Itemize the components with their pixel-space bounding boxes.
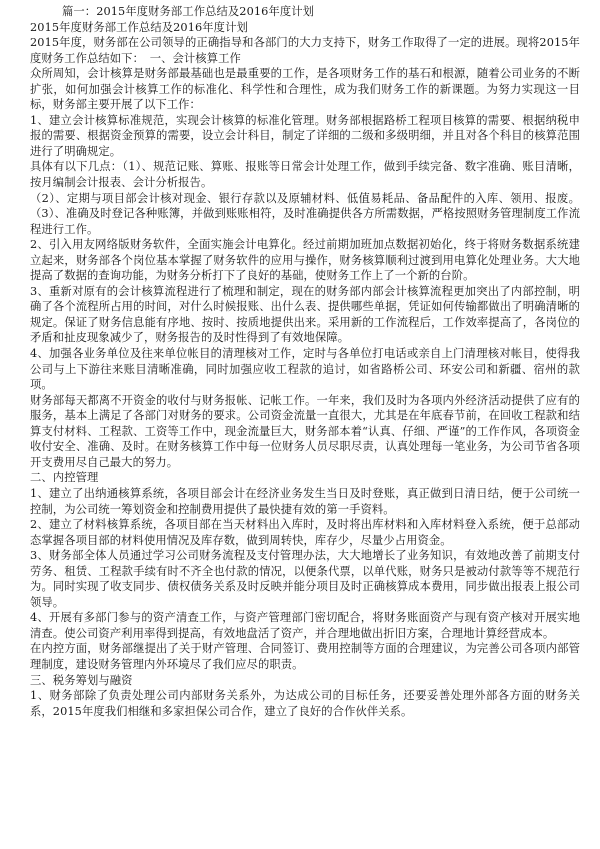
paragraph: 财务部每天都离不开资金的收付与财务报帐、记帐工作。一年来，我们及时为各项内外经济活动提供了应有的服务，基本上满足了各部门对财务的要求。公司资金流量一直很大，尤其是在年底春节前，在回收工程款和结算支付材料、工程款、工资等工作中，现金流量巨大，财务部本着“认真、仔细、严谨”的工作作风，各项资金收付安全、准确、及时。在财务核算工作中每一位财务人员尽职尽责，认真处理每一笔业务，为公司节省各项开支费用尽自己最大的努力。 — [30, 393, 580, 469]
paragraph: 在内控方面，财务部继提出了关于财产管理、合同签订、费用控制等方面的合理建议，为完善公司各项内部管理制度，建设财务管理内外环境尽了我们应尽的职责。 — [30, 642, 580, 671]
paragraph: 3、财务部全体人员通过学习公司财务流程及支付管理办法，大大地增长了业务知识，有效地改善了前期支付劳务、租赁、工程款手续有时不齐全也付款的情况，以便条代票，以单代账，财务只是被动付款等等不规范行为。同时实现了收支同步、债权债务关系及时反映并能分项目及时正确核算成本费用，同步做出报表上报公司领导。 — [30, 549, 580, 609]
paragraph: 众所周知，会计核算是财务部最基础也是最重要的工作，是各项财务工作的基石和根源，随着公司业务的不断扩张，如何加强会计核算工作的标准化、科学性和合理性，成为我们财务工作的新课题。为努力实现这一目标，财务部主要开展了以下工作： — [30, 67, 580, 112]
paragraph: 1、财务部除了负责处理公司内部财务关系外，为达成公司的目标任务，还要妥善处理外部各方面的财务关系，2015年度我们相继和多家担保公司合作，建立了良好的合作伙伴关系。 — [30, 689, 580, 718]
document-title: 篇一：2015年度财务部工作总结及2016年度计划 — [62, 5, 315, 18]
paragraph: 4、加强各业务单位及往来单位帐目的清理核对工作，定时与各单位打电话或亲自上门清理核对帐目，使得我公司与上下游往来账目清晰准确，同时加强应收工程款的追讨，如省路桥公司、环安公司和新疆、宿州的款项。 — [30, 347, 580, 392]
paragraph: 具体有以下几点：（1）、规范记账、算账、报账等日常会计处理工作，做到手续完备、数字准确、账目清晰，按月编制会计报表、会计分析报告。 — [30, 160, 580, 190]
section-heading: 三、税务筹划与融资 — [30, 673, 133, 687]
paragraph: 1、建立了出纳通核算系统，各项目部会计在经济业务发生当日及时登账，真正做到日清日结，便于公司统一控制，为公司统一筹划资金和控制费用提供了最快捷有效的第一手资料。 — [30, 486, 580, 516]
paragraph: 4、开展有多部门参与的资产清查工作，与资产管理部门密切配合，将财务账面资产与现有资产核对开展实地清查。使公司资产利用率得到提高，有效地盘活了资产，并合理地做出折旧方案，合理地计算经营成本。 — [30, 611, 580, 640]
paragraph: 3、重新对原有的会计核算流程进行了梳理和制定，现在的财务部内部会计核算流程更加突出了内部控制，明确了各个流程所占用的时间，对什么时候报账、出什么表、提供哪些单据，凭证如何传输都做出了明确清晰的规定。保证了财务信息能有序地、按时、按质地提供出来。采用新的工作流程后，工作效率提高了，各岗位的矛盾和扯皮现象减少了，财务报告的及时性得到了有效地保障。 — [30, 284, 580, 345]
paragraph: 2、引入用友网络版财务软件，全面实施会计电算化。经过前期加班加点数据初始化，终于将财务数据系统建立起来，财务部各个岗位基本掌握了财务软件的应用与操作，财务核算顺利过渡到用电算化处理业务。大大地提高了数据的查询功能，为财务分析打下了良好的基础，使财务工作上了一个新的台阶。 — [30, 238, 580, 283]
section-heading: 二、内控管理 — [30, 471, 99, 485]
paragraph: 2015年度财务部工作总结及2016年度计划 — [30, 20, 248, 34]
paragraph: 1、建立会计核算标准规范，实现会计核算的标准化管理。财务部根据路桥工程项目核算的需要、根据纳税申报的需要、根据资金预算的需要，设立会计科目，制定了详细的二级和多级明细，并且对各个科目的核算范围进行了明确规定。 — [30, 113, 580, 158]
paragraph: （2）、定期与项目部会计核对现金、银行存款以及原辅材料、低值易耗品、备品配件的入库、领用、报废。（3）、准确及时登记各种账簿，并做到账账相符，及时准确提供各方所需数据，严格按照财务管理制度工作流程进行工作。 — [30, 191, 580, 236]
paragraph: 2015年度，财务部在公司领导的正确指导和各部门的大力支持下，财务工作取得了一定的进展。现将2015年度财务工作总结如下： 一、会计核算工作 — [30, 36, 580, 65]
paragraph: 2、建立了材料核算系统，各项目部在当天材料出入库时，及时将出库材料和入库材料登入系统，便于总部动态掌握各项目部的材料使用情况及库存数，做到周转快，库存少，尽量少占用资金。 — [30, 518, 580, 547]
